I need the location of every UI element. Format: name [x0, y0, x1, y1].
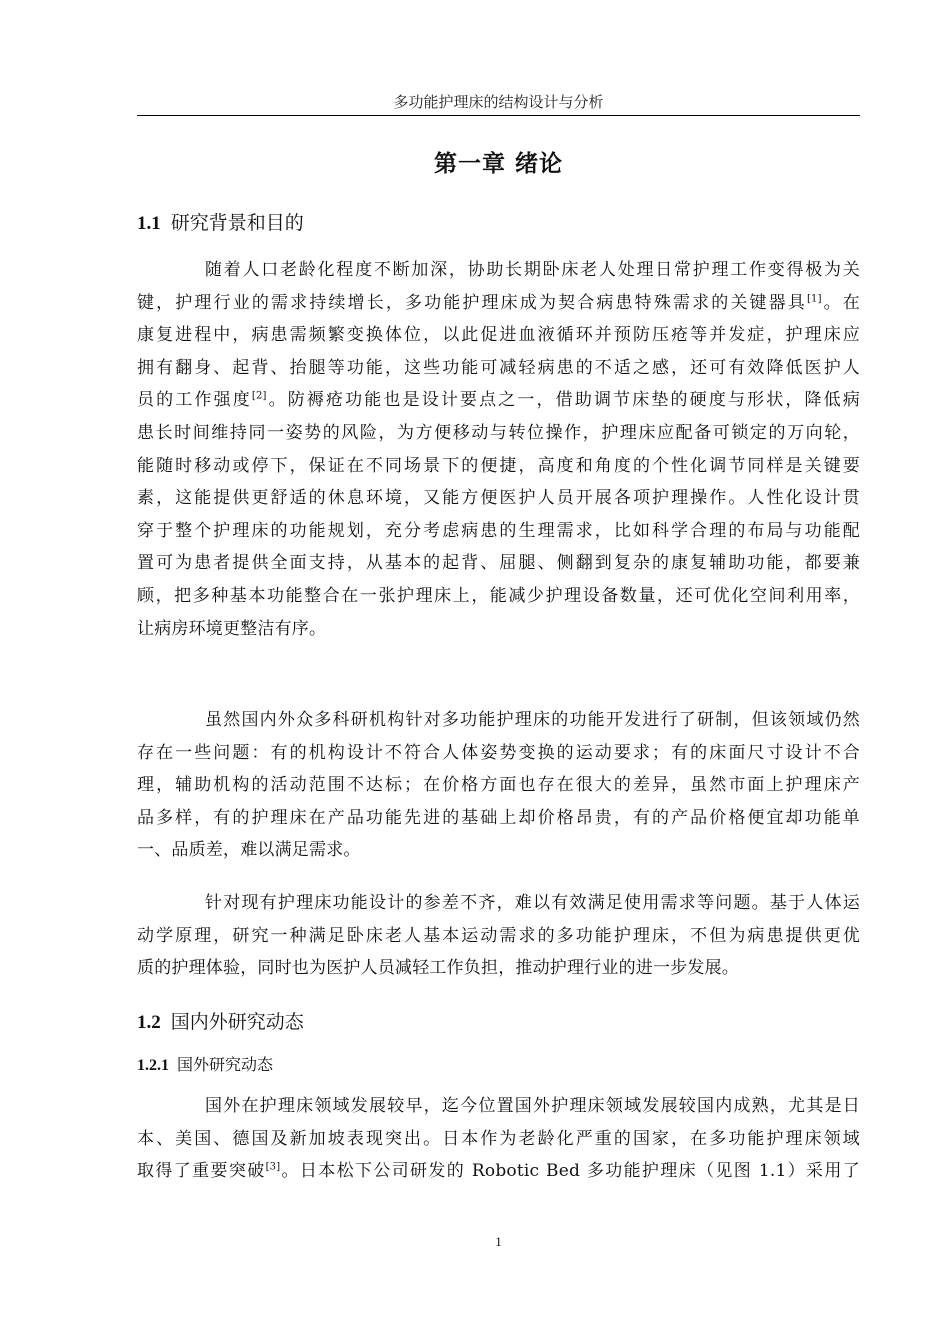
text-line: 品多样，有的护理床在产品功能先进的基础上却价格昂贵，有的产品价格便宜却功能单	[137, 807, 860, 828]
text-line: 患长时间维持同一姿势的风险，为方便移动与转位操作，护理床应配备可锁定的万向轮，	[137, 422, 860, 443]
text-line: 穿于整个护理床的功能规划，充分考虑病患的生理需求，比如科学合理的布局与功能配	[137, 520, 860, 541]
text-line: 动学原理，研究一种满足卧床老人基本运动需求的多功能护理床，不但为病患提供更优	[137, 925, 860, 946]
paragraph-problems	[137, 704, 860, 867]
citation-ref[interactable]: [3]	[265, 1161, 281, 1173]
text-line: 理，辅助机构的活动范围不达标；在价格方面也存在很大的差异，虽然市面上护理床产	[137, 775, 860, 796]
citation-ref[interactable]: [2]	[251, 390, 267, 402]
text-line: 置可为患者提供全面支持，从基本的起背、屈腿、侧翻到复杂的康复辅助功能，都要兼	[137, 553, 860, 574]
text-line: 让病房环境更整洁有序。	[137, 618, 327, 639]
text-line: 键，护理行业的需求持续增长，多功能护理床成为契合病患特殊需求的关键器具[1]。在	[137, 292, 861, 313]
text-line: 本、美国、德国及新加坡表现突出。日本作为老龄化严重的国家，在多功能护理床领域	[137, 1128, 860, 1149]
text-line: 存在一些问题：有的机构设计不符合人体姿势变换的运动要求；有的床面尺寸设计不合	[137, 742, 860, 763]
text-line: 虽然国内外众多科研机构针对多功能护理床的功能开发进行了研制，但该领域仍然	[205, 710, 860, 730]
section-title: 国内外研究动态	[170, 1011, 304, 1033]
text-line: 质的护理体验，同时也为医护人员减轻工作负担，推动护理行业的进一步发展。	[137, 958, 739, 979]
section-number: 1.1	[137, 213, 161, 234]
header-rule	[137, 115, 860, 116]
section-heading-1-1	[137, 209, 860, 238]
text-line: 顾，把多种基本功能整合在一张护理床上，能减少护理设备数量，还可优化空间利用率，	[137, 585, 860, 606]
section-title: 研究背景和目的	[170, 212, 304, 234]
page-number: 1	[495, 1234, 502, 1249]
paragraph-background	[137, 254, 860, 645]
text-line: 随着人口老龄化程度不断加深，协助长期卧床老人处理日常护理工作变得极为关	[205, 260, 860, 280]
paragraph-foreign-research	[137, 1090, 860, 1188]
subsection-number: 1.2.1	[137, 1057, 169, 1074]
text-line: 针对现有护理床功能设计的参差不齐，难以有效满足使用需求等问题。基于人体运	[205, 893, 860, 913]
text-line: 素，这能提供更舒适的休息环境，又能方便医护人员开展各项护理操作。人性化设计贯	[137, 488, 860, 509]
chapter-title: 第一章 绪论	[433, 151, 563, 177]
subsection-heading-1-2-1	[137, 1053, 860, 1078]
subsection-title: 国外研究动态	[177, 1055, 274, 1074]
text-line: 能随时移动或停下，保证在不同场景下的便捷，高度和角度的个性化调节同样是关键要	[137, 455, 860, 476]
section-number: 1.2	[137, 1012, 161, 1033]
running-header: 多功能护理床的结构设计与分析	[393, 93, 604, 111]
section-heading-1-2	[137, 1008, 860, 1037]
text-line: 员的工作强度[2]。防褥疮功能也是设计要点之一，借助调节床垫的硬度与形状，降低病	[137, 390, 861, 411]
text-line: 拥有翻身、起背、抬腿等功能，这些功能可减轻病患的不适之感，还可有效降低医护人	[137, 357, 860, 378]
text-line: 国外在护理床领域发展较早，迄今位置国外护理床领域发展较国内成熟，尤其是日	[205, 1096, 860, 1116]
citation-ref[interactable]: [1]	[806, 292, 822, 304]
text-line: 康复进程中，病患需频繁变换体位，以此促进血液循环并预防压疮等并发症，护理床应	[137, 325, 860, 346]
paragraph-purpose	[137, 887, 860, 985]
text-line: 一、品质差，难以满足需求。	[137, 840, 361, 861]
text-line: 取得了重要突破[3]。日本松下公司研发的 Robotic Bed 多功能护理床（见图 1.1）采用了	[137, 1161, 860, 1182]
